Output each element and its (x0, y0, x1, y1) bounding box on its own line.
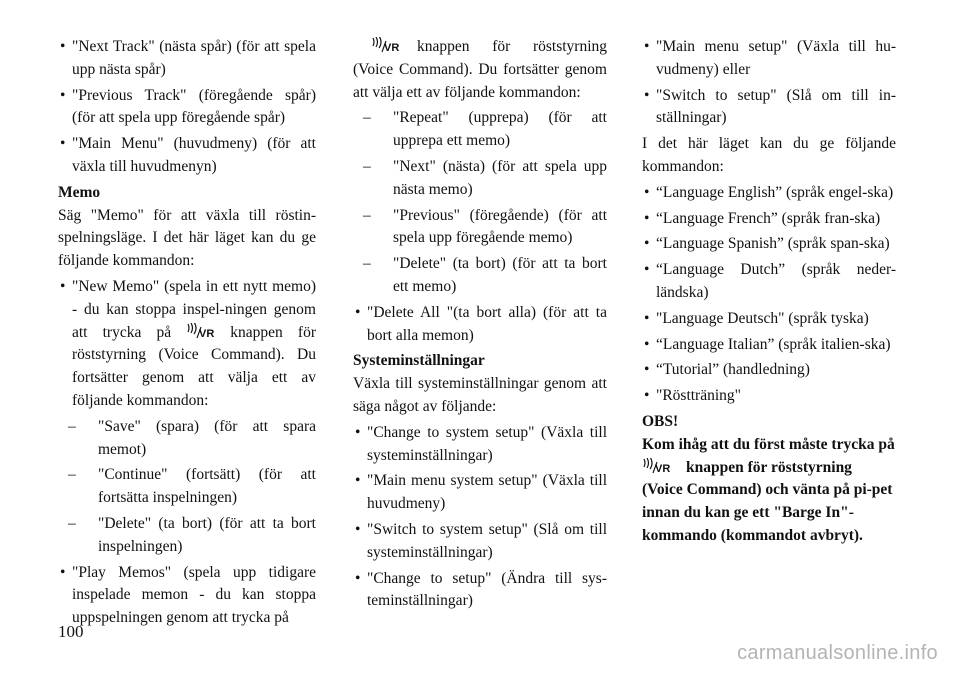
list-item: • “Language Italian” (språk italien-ska) (642, 334, 896, 357)
list-item: • "Switch to system setup" (Slå om till systeminställningar) (353, 519, 607, 565)
note-heading: OBS! (642, 412, 679, 430)
system-intro: Växla till systeminställningar genom att säga något av följande: (353, 375, 607, 415)
list-item: • "Main menu setup" (Växla till hu-vudmeny) eller (642, 36, 896, 82)
sub-list-item: – "Repeat" (upprepa) (för att upprepa ett memo) (361, 107, 607, 153)
watermark: carmanualsonline.info (737, 642, 938, 664)
list-item: • “Language French” (språk fran-ska) (642, 208, 896, 231)
list-item: • “Language Spanish” (språk span-ska) (642, 233, 896, 256)
sub-list-item: – "Save" (spara) (för att spara memot) (66, 416, 316, 462)
list-item: • “Language English” (språk engel-ska) (642, 182, 896, 205)
middle-column (353, 36, 607, 616)
list-item: • "Switch to setup" (Slå om till in-ställningar) (642, 85, 896, 131)
sub-list-item: – "Previous" (föregående) (för att spela upp föregående memo) (361, 205, 607, 251)
left-column (58, 36, 316, 633)
voice-recognition-icon (186, 323, 226, 339)
voice-recognition-icon (642, 458, 682, 474)
list-item: • "Next Track" (nästa spår) (för att spela upp nästa spår) (58, 36, 316, 82)
list-item: • "Change to system setup" (Växla till systeminställningar) (353, 422, 607, 468)
list-item: • “Language Dutch” (språk neder-ländska) (642, 259, 896, 305)
sub-list-item: – "Delete" (ta bort) (för att ta bort ett memo) (361, 253, 607, 299)
note-text: Kom ihåg att du först måste trycka på knappen för röststyrning (Voice Command) och vänta på pi-pet innan du kan ge ett "Barge In"-kommando (kommandot avbryt). (642, 435, 895, 544)
voice-recognition-icon (371, 37, 411, 53)
right-column (642, 36, 896, 548)
list-item: • "Main Menu" (huvudmeny) (för att växla till huvudmenyn) (58, 133, 316, 179)
memo-intro: Säg "Memo" för att växla till röstin-spelningsläge. I det här läget kan du ge följande kommandon: (58, 206, 316, 270)
sub-list-item: – "Delete" (ta bort) (för att ta bort inspelningen) (66, 513, 316, 559)
list-item: • “Tutorial” (handledning) (642, 359, 896, 382)
sub-list-item: – "Next" (nästa) (för att spela upp nästa memo) (361, 156, 607, 202)
list-item: • "Delete All "(ta bort alla) (för att ta bort alla memon) (353, 302, 607, 348)
list-item: • "Röstträning" (642, 385, 896, 408)
continuation-text: knappen för röststyrning (Voice Command). Du fortsätter genom att välja ett av följande kommandon: (353, 38, 607, 101)
list-item: • "New Memo" (spela in ett nytt memo) - du kan stoppa inspel-ningen genom att trycka på knappen för röststyrning (Voice Command). Du fortsätter genom att välja ett av följande kommandon: (58, 276, 316, 413)
list-item: • "Main menu system setup" (Växla till huvudmeny) (353, 470, 607, 516)
page-number: 100 (58, 622, 84, 641)
settings-intro: I det här läget kan du ge följande kommandon: (642, 135, 896, 175)
section-heading-system-settings: Systeminställningar (353, 352, 485, 370)
section-heading-memo: Memo (58, 183, 101, 201)
sub-list-item: – "Continue" (fortsätt) (för att fortsätta inspelningen) (66, 464, 316, 510)
list-item: • "Language Deutsch" (språk tyska) (642, 308, 896, 331)
list-item: • "Previous Track" (föregående spår) (för att spela upp föregående spår) (58, 85, 316, 131)
list-item: • "Change to setup" (Ändra till sys-teminställningar) (353, 568, 607, 614)
list-item: • "Play Memos" (spela upp tidigare inspelade memon - du kan stoppa uppspelningen genom att trycka på (58, 562, 316, 630)
